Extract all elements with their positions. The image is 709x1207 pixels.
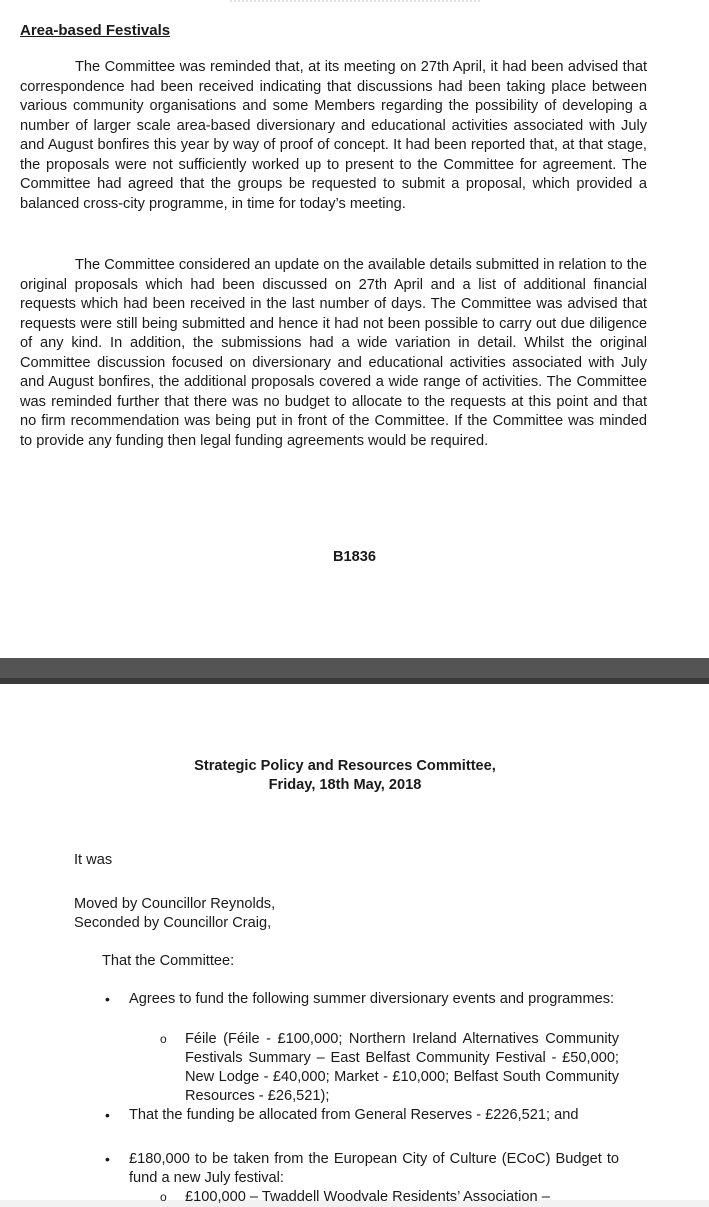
sub-bullet-marker: o bbox=[160, 1032, 167, 1046]
funding-breakdown-item: Féile (Féile - £100,000; Northern Ireland Alternatives Community Festivals Summary – East Belfast Community Festival - £50,000; New Lodge - £40,000; Market - £10,000; Belfast South Community Resources - £26,521); bbox=[185, 1031, 619, 1104]
page-separator bbox=[0, 658, 709, 684]
committee-name: Strategic Policy and Resources Committee, bbox=[194, 758, 496, 774]
resolution-item-fund-events: Agrees to fund the following summer diversionary events and programmes: bbox=[129, 991, 615, 1007]
seconded-by-text: Seconded by Councillor Craig, bbox=[74, 915, 272, 931]
section-heading: Area-based Festivals bbox=[20, 22, 171, 39]
paragraph-reminder: The Committee was reminded that, at its meeting on 27th April, it had been advised that correspondence had been received indicating that discussions had been taking place between various community organisations and some Members regarding the possibility of developing a number of larger scale area-based diversionary and educational activities associated with July and August bonfires this year by way of proof of concept. It had been reported that, at that stage, the proposals were not sufficiently worked up to present to the Committee for agreement. The Committee had agreed that the groups be requested to submit a proposal, which provided a balanced cross-city programme, in time for today’s meeting. bbox=[20, 59, 647, 212]
that-the-committee-text: That the Committee: bbox=[102, 953, 235, 969]
july-festival-item: £100,000 – Twaddell Woodvale Residents’ Association – bbox=[185, 1189, 550, 1205]
moved-by-text: Moved by Councillor Reynolds, bbox=[74, 896, 276, 912]
bullet-marker: • bbox=[105, 1151, 110, 1167]
page-number: B1836 bbox=[332, 549, 376, 565]
previous-page-fragment bbox=[230, 0, 480, 7]
meeting-date: Friday, 18th May, 2018 bbox=[268, 777, 422, 793]
bullet-marker: • bbox=[105, 991, 110, 1007]
minutes-header bbox=[0, 757, 690, 795]
it-was-text: It was bbox=[74, 852, 113, 868]
resolution-item-general-reserves: That the funding be allocated from General Reserves - £226,521; and bbox=[129, 1107, 579, 1123]
sub-bullet-marker: o bbox=[160, 1190, 167, 1204]
paragraph-update: The Committee considered an update on the available details submitted in relation to the original proposals which had been discussed on 27th April and a list of additional financial requests which had been received in the last number of days. The Committee was advised that requests were still being submitted and hence it had not been possible to carry out due diligence of any kind. In addition, the submissions had a wide variation in detail. Whilst the original Committee discussion focused on diversionary and educational activities associated with July and August bonfires, the additional proposals covered a wide range of activities. The Committee was reminded further that there was no budget to allocate to the requests at this point and that no firm recommendation was being put in front of the Committee. If the Committee was minded to provide any funding then legal funding agreements would be required. bbox=[20, 257, 647, 449]
bullet-marker: • bbox=[105, 1107, 110, 1123]
resolution-item-ecoc-budget: £180,000 to be taken from the European City of Culture (ECoC) Budget to fund a new July festival: bbox=[129, 1151, 619, 1186]
